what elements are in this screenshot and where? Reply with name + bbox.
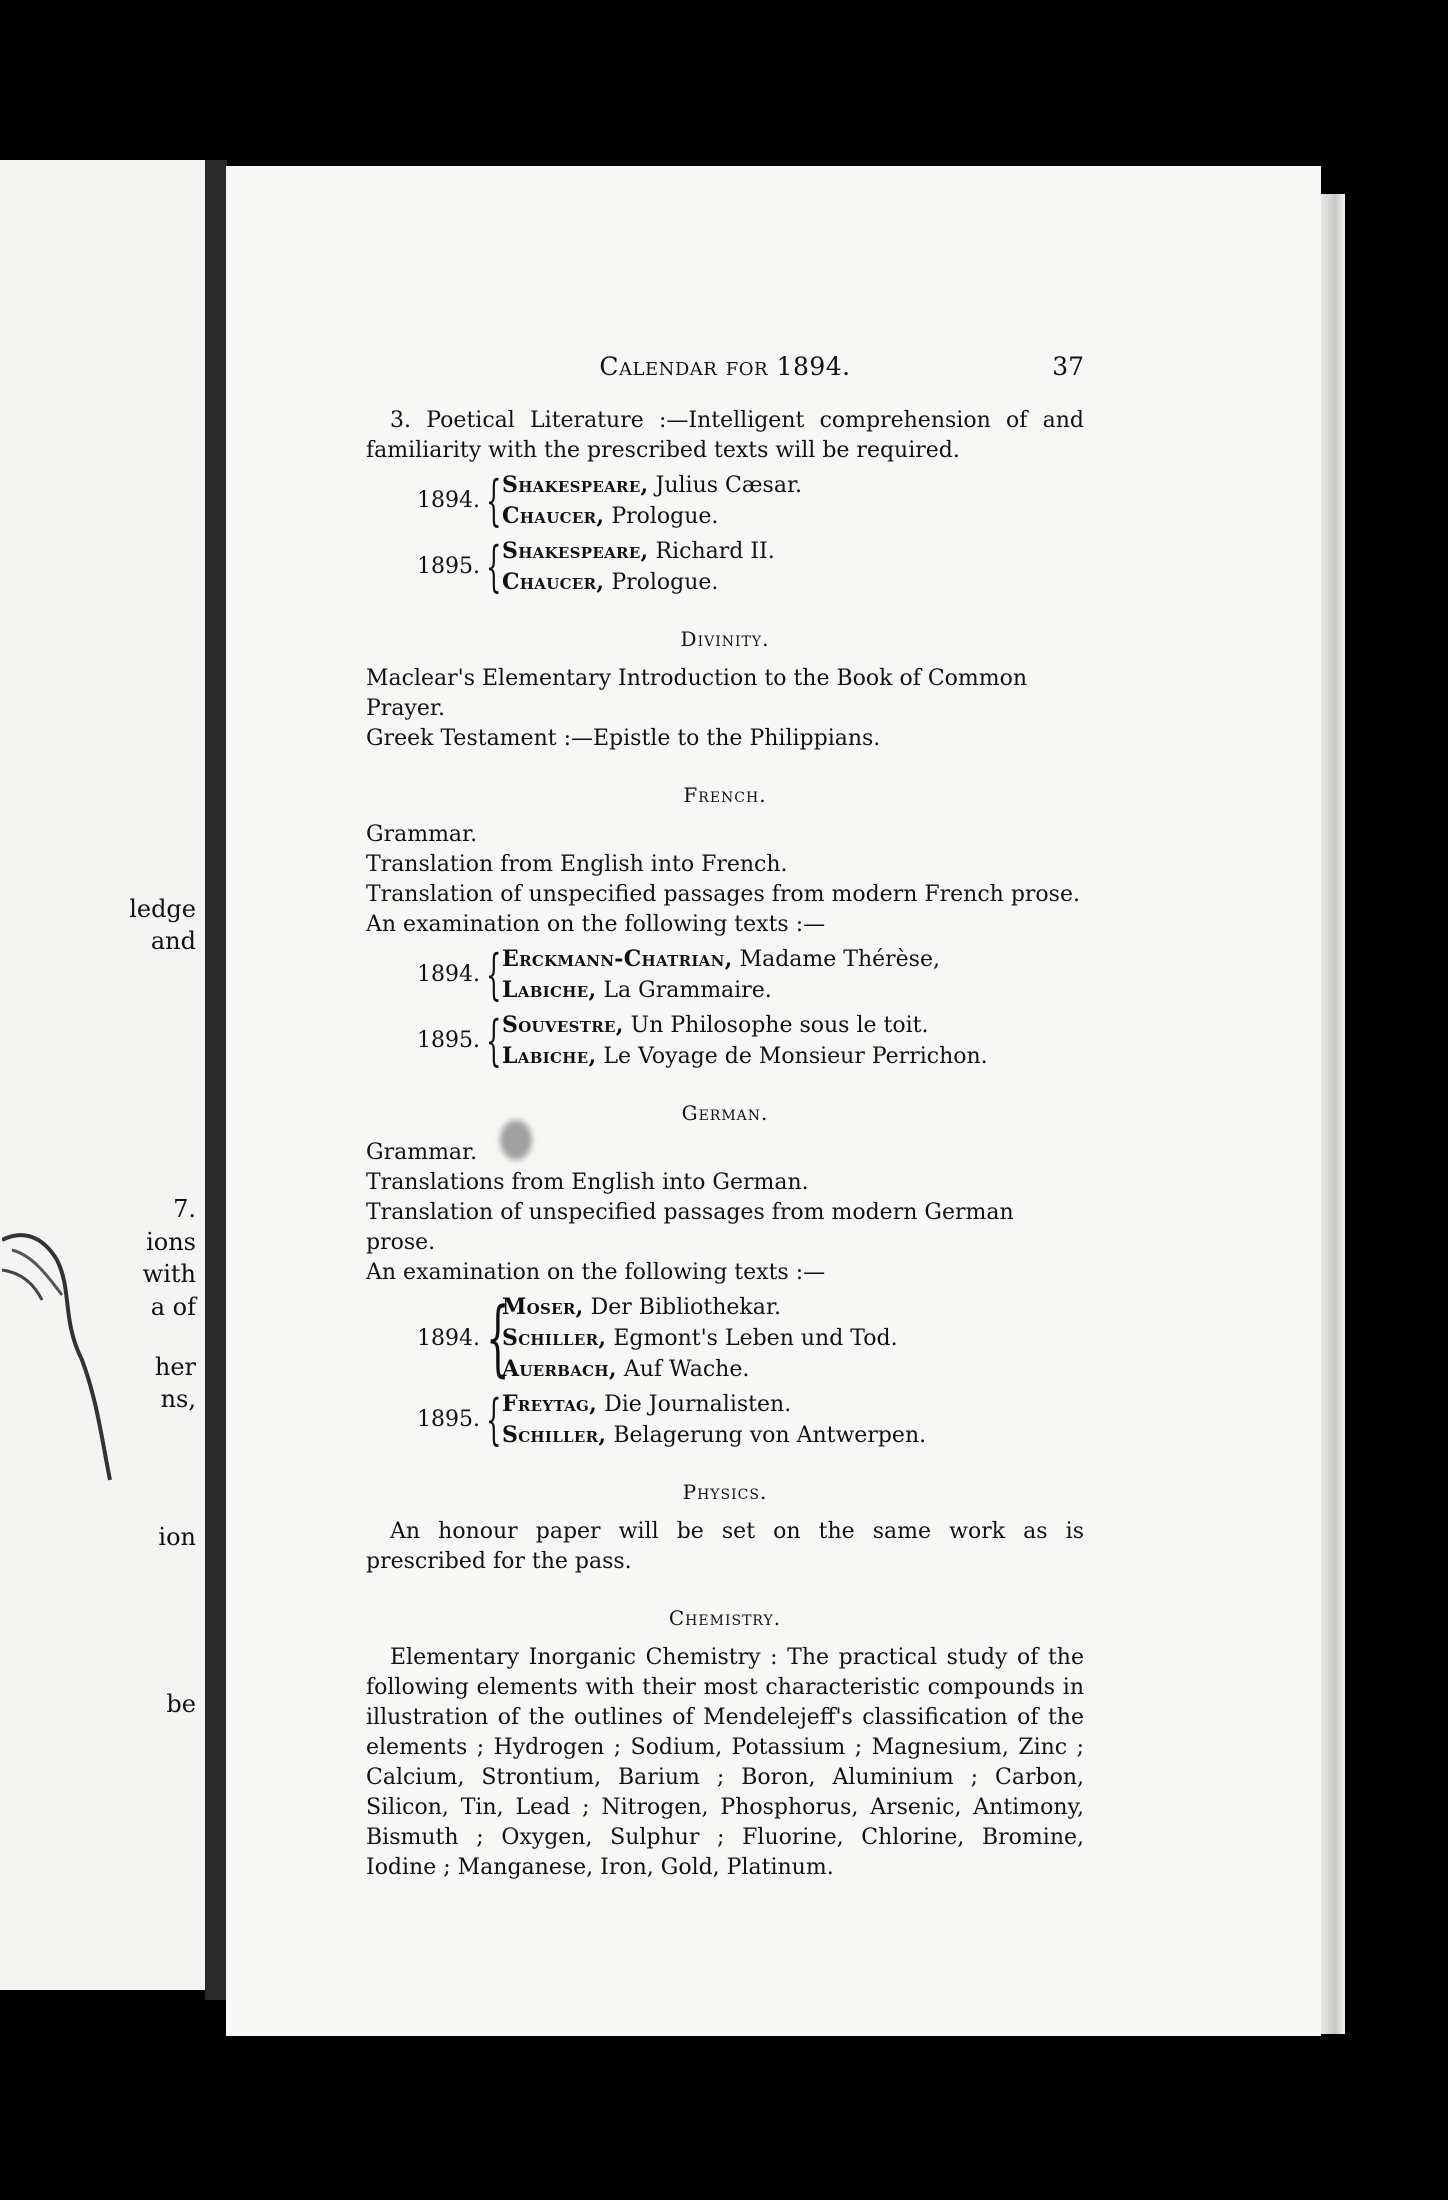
brace: { <box>486 943 502 1006</box>
poetical-intro-text: Poetical Literature :—Intelligent comprehension of and familiarity with the prescribed texts will be required. <box>366 408 1084 463</box>
facing-page <box>0 160 210 1990</box>
poetical-group-1894 <box>406 470 1084 532</box>
german-group-1894 <box>406 1292 1084 1385</box>
text-entry: Chaucer, Prologue. <box>502 569 719 595</box>
poetical-intro <box>366 406 1084 466</box>
text-entry: Moser, Der Bibliothekar. <box>502 1294 781 1320</box>
fragment-text: be <box>166 1690 196 1718</box>
german-line: Translation of unspecified passages from modern German prose. <box>366 1200 1014 1255</box>
year-label: 1895. <box>417 1407 480 1432</box>
german-line: Grammar. <box>366 1140 478 1165</box>
year-label: 1894. <box>417 488 480 513</box>
physics-heading: Physics. <box>682 1480 768 1504</box>
german-line: Translations from English into German. <box>366 1170 809 1195</box>
text-entry: Schiller, Belagerung von Antwerpen. <box>502 1422 927 1448</box>
fragment-text: and <box>150 927 196 955</box>
book-gutter <box>205 160 227 2000</box>
brace: { <box>486 1009 502 1072</box>
page-edge <box>1321 194 1345 2034</box>
text-entry: Shakespeare, Richard II. <box>502 538 775 564</box>
physics-text: An honour paper will be set on the same work as is prescribed for the pass. <box>366 1519 1084 1574</box>
brace: { <box>486 535 502 598</box>
french-line: An examination on the following texts :— <box>366 912 826 937</box>
fragment-text: ions <box>146 1228 196 1256</box>
fragment-text: ion <box>158 1523 196 1551</box>
page-number: 37 <box>1052 352 1084 381</box>
text-entry: Labiche, La Grammaire. <box>502 977 772 1003</box>
text-entry: Chaucer, Prologue. <box>502 503 719 529</box>
section-number: 3. <box>390 408 411 433</box>
text-entry: Schiller, Egmont's Leben und Tod. <box>502 1325 898 1351</box>
french-heading: French. <box>683 783 767 807</box>
french-group-1894 <box>406 944 1084 1006</box>
german-line: An examination on the following texts :— <box>366 1260 826 1285</box>
fragment-text: her <box>154 1353 196 1381</box>
text-entry: Auerbach, Auf Wache. <box>502 1356 750 1382</box>
french-group-1895 <box>406 1010 1084 1072</box>
year-label: 1894. <box>417 1325 480 1351</box>
divinity-line: Greek Testament :—Epistle to the Philippians. <box>366 726 881 751</box>
page-content <box>366 352 1084 1883</box>
running-header <box>366 352 1084 392</box>
chemistry-heading: Chemistry. <box>668 1606 782 1630</box>
fragment-text: a of <box>150 1293 196 1321</box>
german-heading: German. <box>681 1101 769 1125</box>
divinity-line: Maclear's Elementary Introduction to the Book of Common Prayer. <box>366 666 1028 721</box>
brace: { <box>486 469 502 532</box>
fragment-text: with <box>142 1260 196 1288</box>
french-line: Translation of unspecified passages from modern French prose. <box>366 882 1080 907</box>
poetical-group-1895 <box>406 536 1084 598</box>
chemistry-text: Elementary Inorganic Chemistry : The practical study of the following elements with their most characteristic compounds in illustration of the outlines of Mendelejeff's classification of the elements ; Hydrogen ; Sodium, Potassium ; Magnesium, Zinc ; Calcium, Strontium, Barium ; Boron, Aluminium ; Carbon, Silicon, Tin, Lead ; Nitrogen, Phosphorus, Arsenic, Antimony, Bismuth ; Oxygen, Sulphur ; Fluorine, Chlorine, Bromine, Iodine ; Manganese, Iron, Gold, Platinum. <box>366 1645 1084 1880</box>
text-entry: Labiche, Le Voyage de Monsieur Perrichon. <box>502 1043 988 1069</box>
brace: { <box>486 1388 502 1451</box>
brace: { <box>486 1290 510 1386</box>
fragment-text: 7. <box>173 1195 196 1223</box>
text-entry: Shakespeare, Julius Cæsar. <box>502 472 803 498</box>
fragment-text: ledge <box>129 895 196 923</box>
french-line: Translation from English into French. <box>366 852 788 877</box>
text-entry: Erckmann-Chatrian, Madame Thérèse, <box>502 946 940 972</box>
german-group-1895 <box>406 1389 1084 1451</box>
year-label: 1894. <box>417 962 480 987</box>
plant-scratch-mark <box>2 1200 122 1500</box>
year-label: 1895. <box>417 1028 480 1053</box>
divinity-heading: Divinity. <box>680 627 770 651</box>
french-line: Grammar. <box>366 822 478 847</box>
text-entry: Souvestre, Un Philosophe sous le toit. <box>502 1012 929 1038</box>
fragment-text: ns, <box>160 1385 196 1413</box>
text-entry: Freytag, Die Journalisten. <box>502 1391 792 1417</box>
year-label: 1895. <box>417 554 480 579</box>
page-title: Calendar for 1894. <box>599 352 851 381</box>
